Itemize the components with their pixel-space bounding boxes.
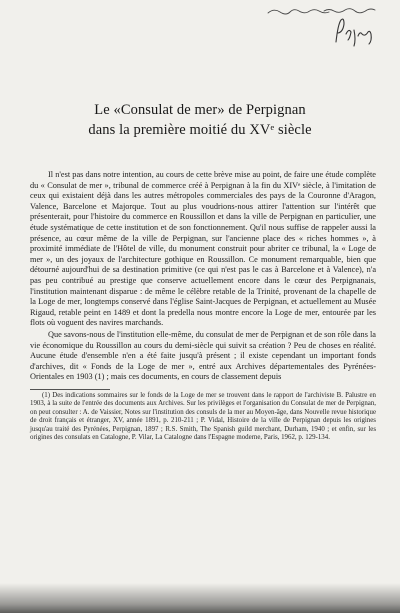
title-line-2: dans la première moitié du XVᵉ siècle (88, 122, 312, 138)
footnote: (1) Des indications sommaires sur le fonds de la Loge de mer se trouvent dans le rapport de l'archiviste B. Palustre en 1903, à la suite de l'entrée des documents aux Archives. Sur les privilèges et l'organisation du Consulat de mer de Perpignan, on peut consulter : A. de Vaissier, Notes sur l'institution des consuls de la mer au Moyen-âge, dans Nouvelle revue historique de droit français et étranger, XV, année 1891, p. 210-211 ; P. Vidal, Histoire de la ville de Perpignan depuis les origines jusqu'au traité des Pyrénées, Perpignan, 1897 ; R.S. Smith, The Spanish guild merchant, Durham, 1940 ; et enfin, sur les origines des consulats en Catalogne, P. Vilar, La Catalogne dans l'Espagne moderne, Paris, 1962, p. 129-134. (30, 392, 376, 442)
footnote-divider (30, 389, 110, 390)
handwritten-inscription (266, 6, 386, 52)
body-paragraph-2: Que savons-nous de l'institution elle-même, du consulat de mer de Perpignan et de son rôle dans la vie économique du Roussillon au cours du demi-siècle qui suivit sa création ? Peu de choses en réalité. Aucune étude d'ensemble n'en a été faite jusqu'à présent ; il existe cependant un important fonds d'archives, dit « Fonds de la Loge de mer », entré aux Archives départementales des Pyrénées-Orientales en 1903 (1) ; mais ces documents, en cours de classement depuis (30, 330, 376, 382)
body-paragraph-1: Il n'est pas dans notre intention, au cours de cette brève mise au point, de faire une étude complète du « Consulat de mer », tribunal de commerce créé à Perpignan à la fin du XIVᵉ siècle, à l'imitation de ceux qui existaient déjà dans les autres métropoles commerciales des pays de la Couronne d'Aragon, Valence, Barcelone et Majorque. Tout au plus voudrions-nous attirer l'attention sur l'intérêt que présenterait, pour l'histoire du commerce en Roussillon et dans la ville de Perpignan en particulier, une étude systématique de cette institution et de son fonctionnement. Qu'il nous suffise de rappeler aussi la présence, au cœur même de la ville de Perpignan, sur l'ancienne place des « riches hommes », à proximité immédiate de l'Hôtel de ville, du monument construit pour abriter ce tribunal, la « Loge de mer », un des joyaux de l'architecture gothique en Roussillon. Ce monument remarquable, bien que détourné aujourd'hui de sa destination primitive (ce qui n'est pas le cas à Barcelone et à Valence), n'a pas peu contribué au prestige que conserve actuellement encore dans le cœur des Perpignanais, l'institution maintenant disparue : de même le célèbre retable de la Trinité, provenant de la chapelle de la Loge de mer, longtemps conservé dans l'église Saint-Jacques de Perpignan, et actuellement au Musée Rigaud, retable peint en 1489 et dont la predella nous montre encore la Loge de mer, entourée par les flots où voguent des navires marchands. (30, 170, 376, 328)
title-line-1: Le «Consulat de mer» de Perpignan (94, 102, 306, 118)
page-edge-shadow (0, 583, 400, 613)
article-title (0, 100, 400, 140)
